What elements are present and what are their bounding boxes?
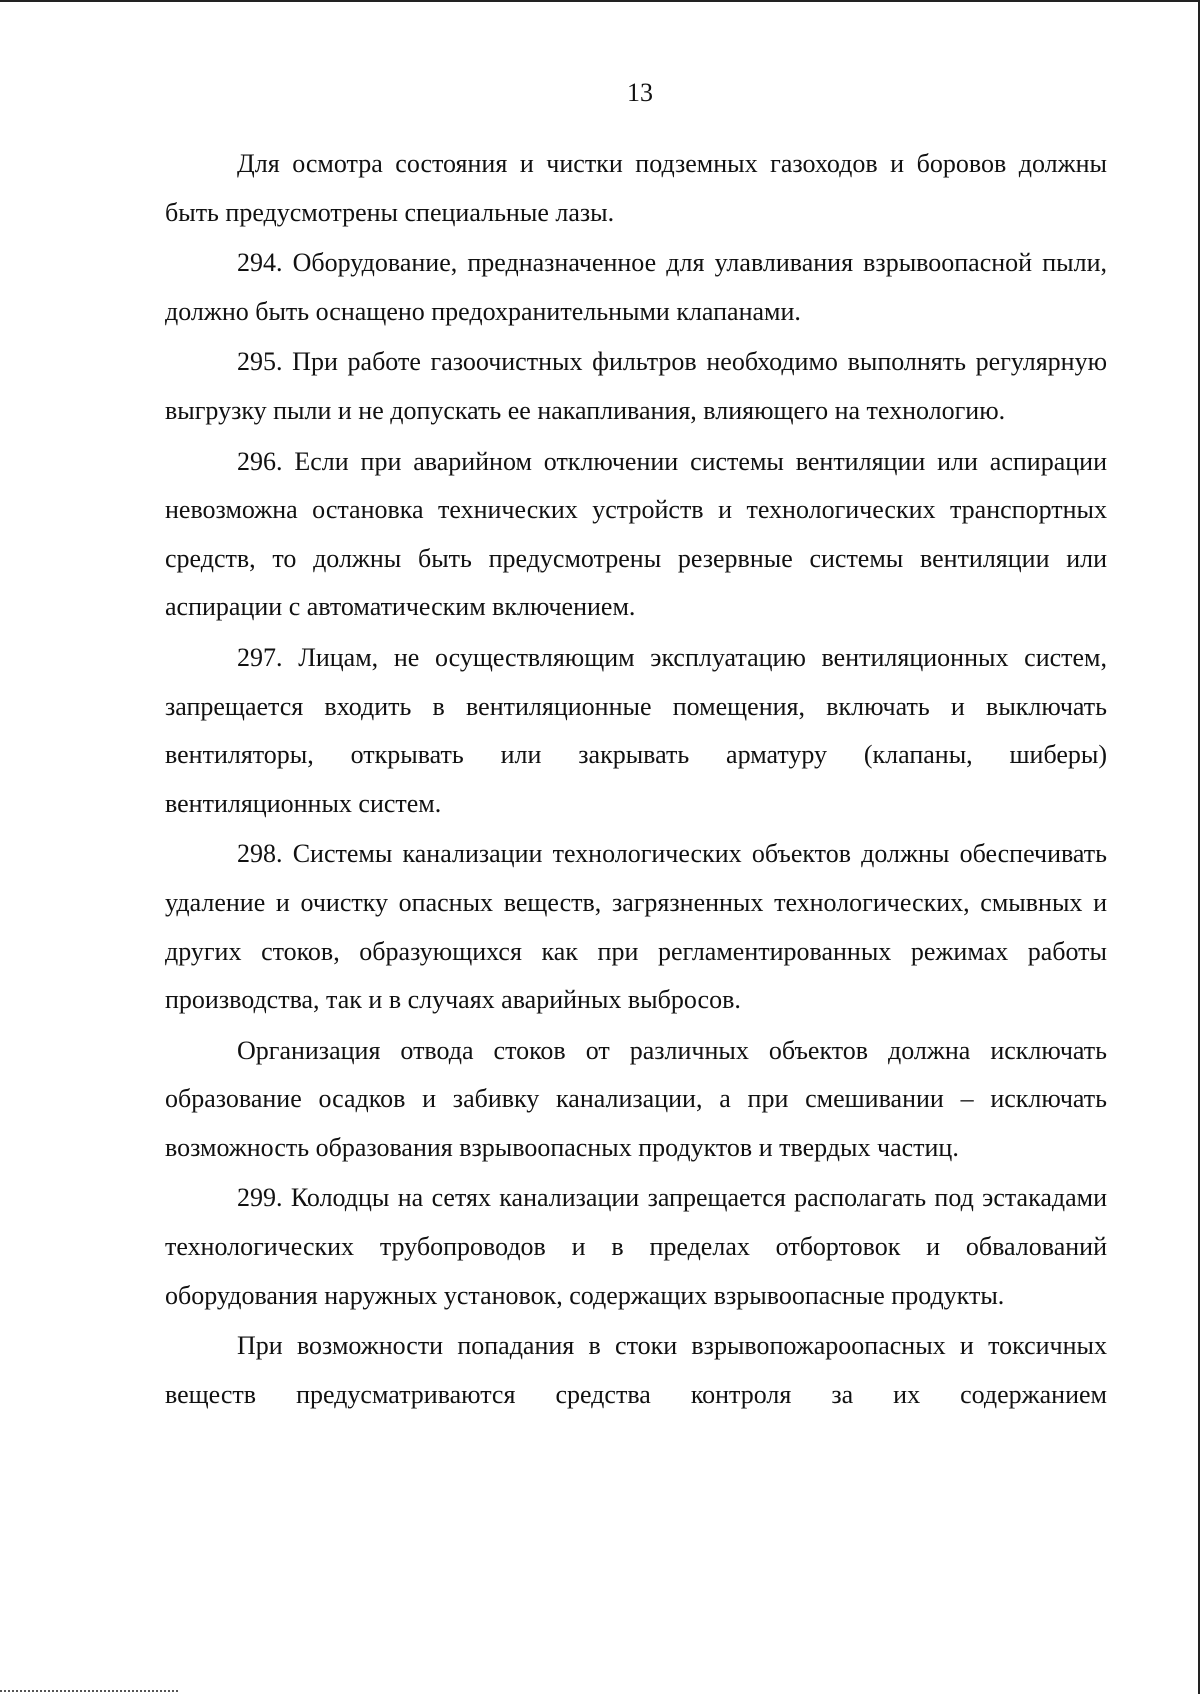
bottom-scan-mark	[0, 1690, 178, 1692]
paragraph-toxic-control: При возможности попадания в стоки взрывопожароопасных и токсичных веществ предусматриваются средства контроля за их содержанием	[165, 1331, 1107, 1409]
paragraph-296: 296. Если при аварийном отключении системы вентиляции или аспирации невозможна остановка технических устройств и технологических транспортных средств, то должны быть предусмотрены резервные системы вентиляции или аспирации с автоматическим включением.	[165, 446, 1107, 622]
paragraph-298: 298. Системы канализации технологических объектов должны обеспечивать удаление и очистку опасных веществ, загрязненных технологических, смывных и других стоков, образующихся как при регламентированных режимах работы производства, так и в случаях аварийных выбросов.	[165, 839, 1107, 1015]
paragraph-297: 297. Лицам, не осуществляющим эксплуатацию вентиляционных систем, запрещается входить в вентиляционные помещения, включать и выключать вентиляторы, открывать или закрывать арматуру (клапаны, шиберы) вентиляционных систем.	[165, 642, 1107, 818]
paragraph-295: 295. При работе газоочистных фильтров необходимо выполнять регулярную выгрузку пыли и не допускать ее накапливания, влияющего на технологию.	[165, 347, 1107, 425]
paragraph-drain-organization: Организация отвода стоков от различных объектов должна исключать образование осадков и забивку канализации, а при смешивании – исключать возможность образования взрывоопасных продуктов и твердых частиц.	[165, 1035, 1107, 1162]
paragraph-intro-gas-ducts: Для осмотра состояния и чистки подземных газоходов и боровов должны быть предусмотрены специальные лазы.	[165, 149, 1107, 227]
page-number: 13	[627, 78, 653, 107]
document-body	[165, 140, 1107, 1421]
paragraph-299: 299. Колодцы на сетях канализации запрещается располагать под эстакадами технологических трубопроводов и в пределах отбортовок и обвалований оборудования наружных установок, содержащих взрывоопасные продукты.	[165, 1183, 1107, 1310]
paragraph-294: 294. Оборудование, предназначенное для улавливания взрывоопасной пыли, должно быть оснащено предохранительными клапанами.	[165, 248, 1107, 326]
